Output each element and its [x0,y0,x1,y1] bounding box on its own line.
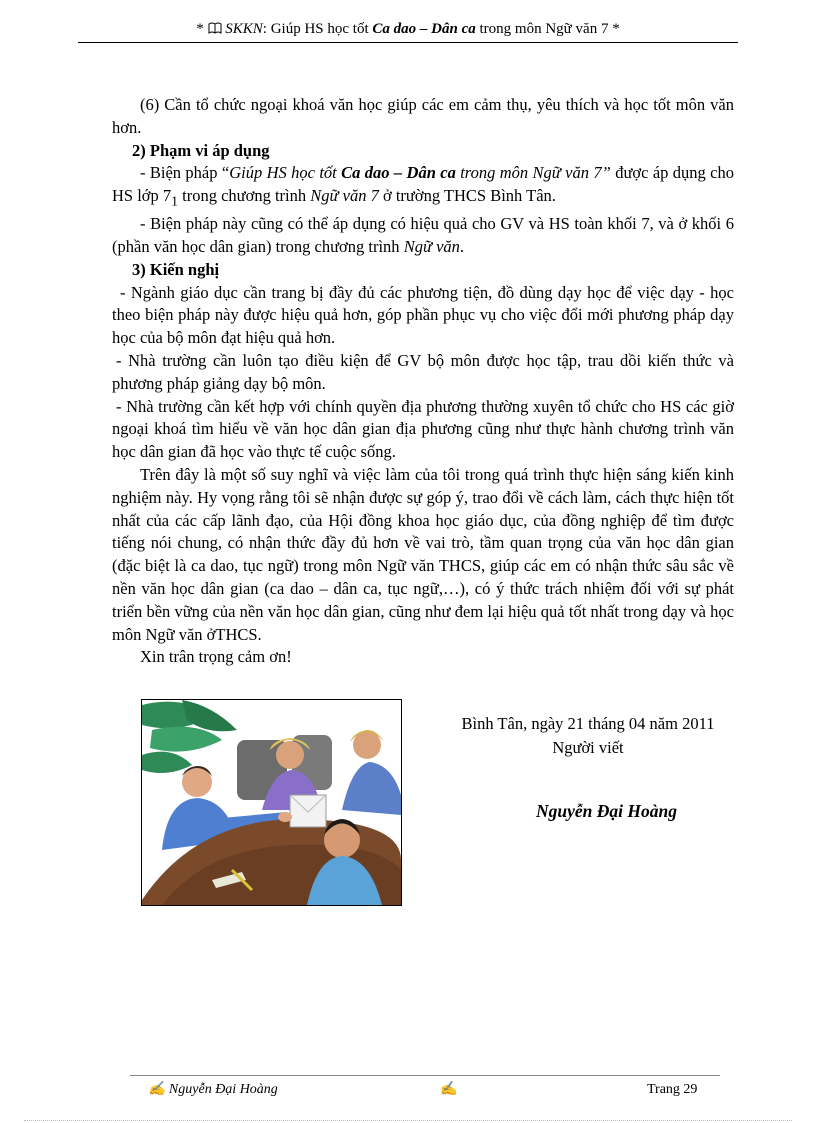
header-dash: – [416,21,432,37]
meeting-illustration [142,700,401,905]
paragraph-scope-1: - Biện pháp “Giúp HS học tốt Ca dao – Dân ca trong môn Ngữ văn 7” được áp dụng cho HS lớp $7_1$ trong chương trình Ngữ văn 7 ở trường THCS Bình Tân. [112,163,734,209]
author-name: Nguyễn Đại Hoàng [536,801,677,821]
header-sk: SKKN [225,21,263,37]
paragraph-recommend-3: - Nhà trường cần kết hợp với chính quyền địa phương thường xuyên tổ chức cho HS các giờ ngoại khoá tìm hiểu về văn học dân gian địa phương cũng như thực hành chương trình văn học dân gian đã học vào thực tế cuộc sống. [112,396,734,462]
footer-rule [130,1075,720,1076]
paragraph-recommend-1: - Ngành giáo dục cần trang bị đầy đủ các phương tiện, đồ dùng dạy học để việc dạy - học theo biện pháp này được hiệu quả hơn, góp phần phục vụ cho việc đổi mới phương pháp dạy học của bộ môn đạt hiệu quả hơn. [112,282,734,348]
page-bottom-border [24,1120,792,1121]
paragraph-closing: Trên đây là một số suy nghĩ và việc làm của tôi trong quá trình thực hiện sáng kiến kinh nghiệm này. Hy vọng rằng tôi sẽ nhận được sự góp ý, trao đổi về cách làm, cách thực hiện tốt nhất của các cấp lãnh đạo, của Hội đồng khoa học giáo dục, của đồng nghiệp để tìm được tiếng nói chung, có nhận thức đầy đủ hơn về vai trò, tầm quan trọng của văn học dân gian (đặc biệt là ca dao, tục ngữ) trong môn Ngữ văn THCS, giúp các em có nhận thức sâu sắc về nền văn học dân gian (ca dao – dân ca, tục ngữ,…), có ý thức trách nhiệm đối với sự phát triển bền vững của nền văn học dân gian, cũng như đem lại hiệu quả tốt nhất trong dạy và học môn Ngữ văn ởTHCS. [112,465,734,644]
paragraph-scope-2: - Biện pháp này cũng có thể áp dụng có hiệu quả cho GV và HS toàn khối 7, và ở khối 6 (phần văn học dân gian) trong chương trình Ngữ văn. [112,214,734,257]
heading-scope: 2) Phạm vi áp dụng [132,140,270,160]
place-date: Bình Tân, ngày 21 tháng 04 năm 2011 [461,714,715,733]
header-tail: trong môn Ngữ văn 7 * [475,21,620,37]
book-icon [208,22,222,34]
writer-label: Người viết [552,738,624,757]
header-ca-dao: Ca dao [372,21,417,37]
header-dan-ca: Dân ca [431,21,476,37]
heading-recommendations: 3) Kiến nghị [132,259,220,279]
footer-author: ✍ Nguyễn Đại Hoàng [148,1082,278,1097]
page-header [0,20,816,38]
footer-page-number: Trang 29 [647,1082,698,1097]
paragraph-6: (6) Cần tổ chức ngoại khoá văn học giúp các em cảm thụ, yêu thích và học tốt môn văn hơn. [112,95,734,137]
paragraph-thanks: Xin trân trọng cảm ơn! [140,647,292,667]
header-text: : Giúp HS học tốt [262,21,373,37]
signature-block [428,712,748,760]
meeting-clipart-image [141,699,402,906]
header-rule [78,42,738,43]
footer-pen-icon: ✍ [440,1082,458,1097]
document-body [112,94,734,669]
author-block [428,801,816,822]
header-prefix: * [196,21,208,37]
paragraph-recommend-2: - Nhà trường cần luôn tạo điều kiện để GV bộ môn được học tập, trau dồi kiến thức và phương pháp giảng dạy bộ môn. [112,351,734,393]
